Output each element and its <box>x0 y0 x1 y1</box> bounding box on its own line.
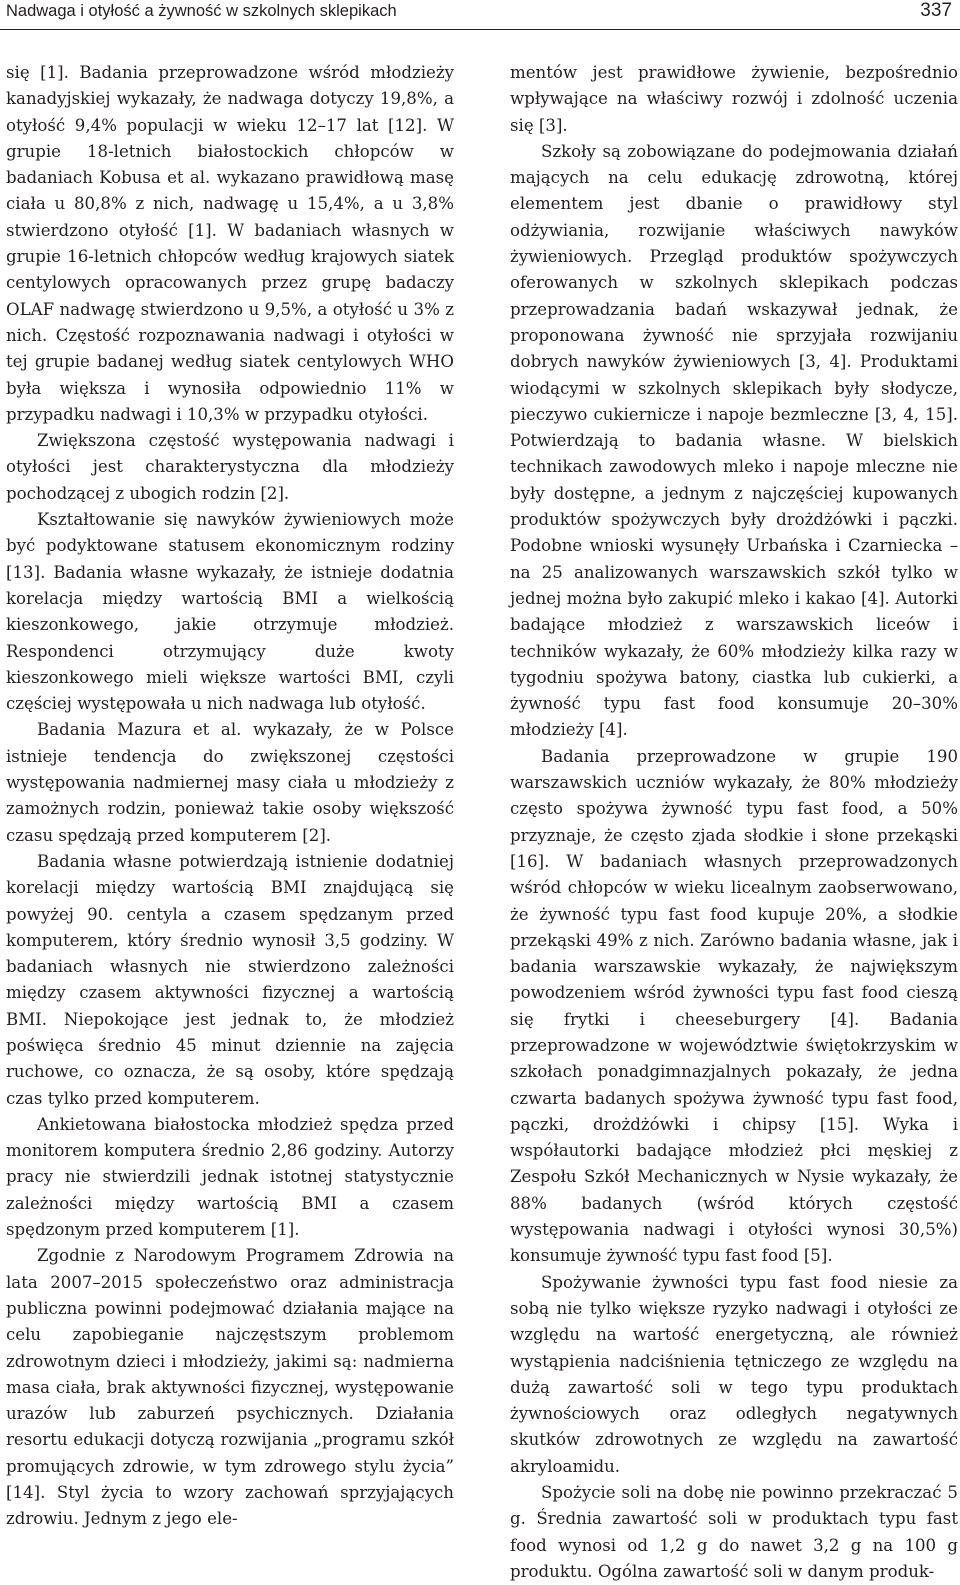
page-number: 337 <box>920 0 952 21</box>
paragraph: Badania własne potwierdzają istnienie dodatniej korelacji między wartością BMI znajdującą się powyżej 90. centyla a czasem spędzanym przed komputerem, który średnio wynosił 3,5 godziny. W badaniach własnych nie stwierdzono zależności między czasem aktywności fizycznej a wartością BMI. Niepokojące jest jednak to, że młodzież poświęca średnio 45 minut dziennie na zajęcia ruchowe, co oznacza, że są osoby, które spędzają czas tylko przed komputerem. <box>6 851 454 1108</box>
paragraph: Ankietowana białostocka młodzież spędza przed monitorem komputera średnio 2,86 godziny. Autorzy pracy nie stwierdzili jednak istotnej statystycznie zależności między wartością BMI a czasem spędzonym przed komputerem [1]. <box>6 1114 454 1240</box>
paragraph: Spożywanie żywności typu fast food niesie za sobą nie tylko większe ryzyko nadwagi i otyłości ze względu na wartość energetyczną, ale również wystąpienia nadciśnienia tętniczego ze względu na dużą zawartość soli w tego typu produktach żywnościowych oraz odległych negatywnych skutków zdrowotnych ze względu na zawartość akryloamidu. <box>510 1272 958 1476</box>
paragraph: Zwiększona częstość występowania nadwagi i otyłości jest charakterystyczna dla młodzieży pochodzącej z ubogich rodzin [2]. <box>6 431 454 503</box>
left-column <box>6 60 454 1533</box>
paragraph: Badania Mazura et al. wykazały, że w Polsce istnieje tendencja do zwiększonej częstości występowania nadmiernej masy ciała u młodzieży z zamożnych rodzin, ponieważ takie osoby większość czasu spędzają przed komputerem [2]. <box>6 720 454 845</box>
running-header <box>0 0 960 30</box>
paragraph: Spożycie soli na dobę nie powinno przekraczać 5 g. Średnia zawartość soli w produktach typu fast food wynosi od 1,2 g do nawet 3,2 g na 100 g produktu. Ogólna zawartość soli w danym produk- <box>510 1483 958 1581</box>
paragraph: Zgodnie z Narodowym Programem Zdrowia na lata 2007–2015 społeczeństwo oraz administracja publiczna powinni podejmować działania mające na celu zapobieganie najczęstszym problemom zdrowotnym dzieci i młodzieży, jakimi są: nadmierna masa ciała, brak aktywności fizycznej, występowanie urazów lub zaburzeń psychicznych. Działania resortu edukacji dotyczą rozwijania „programu szkół promujących zdrowie, w tym zdrowego stylu życia” [14]. Styl życia to wzory zachowań sprzyjających zdrowiu. Jednym z jego ele- <box>6 1246 454 1529</box>
paragraph: mentów jest prawidłowe żywienie, bezpośrednio wpływające na właściwy rozwój i zdolność uczenia się [3]. <box>510 63 958 135</box>
paragraph: Szkoły są zobowiązane do podejmowania działań mających na celu edukację zdrowotną, której elementem jest dbanie o prawidłowy styl odżywiania, rozwijanie właściwych nawyków żywieniowych. Przegląd produktów spożywczych oferowanych w szkolnych sklepikach podczas przeprowadzania badań wskazywał jednak, że proponowana żywność nie sprzyjała rozwijaniu dobrych nawyków żywieniowych [3, 4]. Produktami wiodącymi w szkolnych sklepikach były słodycze, pieczywo cukiernicze i napoje bezmleczne [3, 4, 15]. Potwierdzają to badania własne. W bielskich technikach zawodowych mleko i napoje mleczne nie były dostępne, a jednym z najczęściej kupowanych produktów spożywczych były drożdżówki i pączki. Podobne wnioski wysunęły Urbańska i Czarniecka – na 25 analizowanych warszawskich szkół tylko w jednej można było zakupić mleko i kakao [4]. Autorki badające młodzież z warszawskich liceów i techników wykazały, że 60% młodzieży kilka razy w tygodniu spożywa batony, ciastka lub cukierki, a żywność typu fast food konsumuje 20–30% młodzieży [4]. <box>510 141 958 740</box>
paragraph: Kształtowanie się nawyków żywieniowych może być podyktowane statusem ekonomicznym rodziny [13]. Badania własne wykazały, że istnieje dodatnia korelacja między wartością BMI a wielkością kieszonkowego, jakie otrzymuje młodzież. Respondenci otrzymujący duże kwoty kieszonkowego mieli większe wartości BMI, czyli częściej występowała u nich nadwaga lub otyłość. <box>6 510 454 714</box>
right-column <box>510 60 958 1585</box>
paragraph: się [1]. Badania przeprowadzone wśród młodzieży kanadyjskiej wykazały, że nadwaga dotyczy 19,8%, a otyłość 9,4% populacji w wieku 12–17 lat [12]. W grupie 18-letnich białostockich chłopców w badaniach Kobusa et al. wykazano prawidłową masę ciała u 80,8% z nich, nadwagę u 15,4%, a u 3,8% stwierdzono otyłość [1]. W badaniach własnych w grupie 16-letnich chłopców według krajowych siatek centylowych opracowanych przez grupę badaczy OLAF nadwagę stwierdzono u 9,5%, a otyłość u 3% z nich. Częstość rozpoznawania nadwagi i otyłości w tej grupie badanej według siatek centylowych WHO była większa i wynosiła odpowiednio 11% w przypadku nadwagi i 10,3% w przypadku otyłości. <box>6 63 454 424</box>
paragraph: Badania przeprowadzone w grupie 190 warszawskich uczniów wykazały, że 80% młodzieży często spożywa żywność typu fast food, a 50% przyznaje, że często zjada słodkie i słone przekąski [16]. W badaniach własnych przeprowadzonych wśród chłopców w wieku licealnym zaobserwowano, że żywność typu fast food kupuje 20%, a słodkie przekąski 49% z nich. Zarówno badania własne, jak i badania warszawskie wykazały, że największym powodzeniem wśród żywności typu fast food cieszą się frytki i cheeseburgery [4]. Badania przeprowadzone w województwie świętokrzyskim w szkołach ponadgimnazjalnych pokazały, że jedna czwarta badanych spożywa żywność typu fast food, pączki, drożdżówki i chipsy [15]. Wyka i współautorki badające młodzież płci męskiej z Zespołu Szkół Mechanicznych w Nysie wykazały, że 88% badanych (wśród których częstość występowania nadwagi i otyłości wynosi 30,5%) konsumuje żywność typu fast food [5]. <box>510 746 958 1266</box>
running-title: Nadwaga i otyłość a żywność w szkolnych sklepikach <box>6 2 397 20</box>
